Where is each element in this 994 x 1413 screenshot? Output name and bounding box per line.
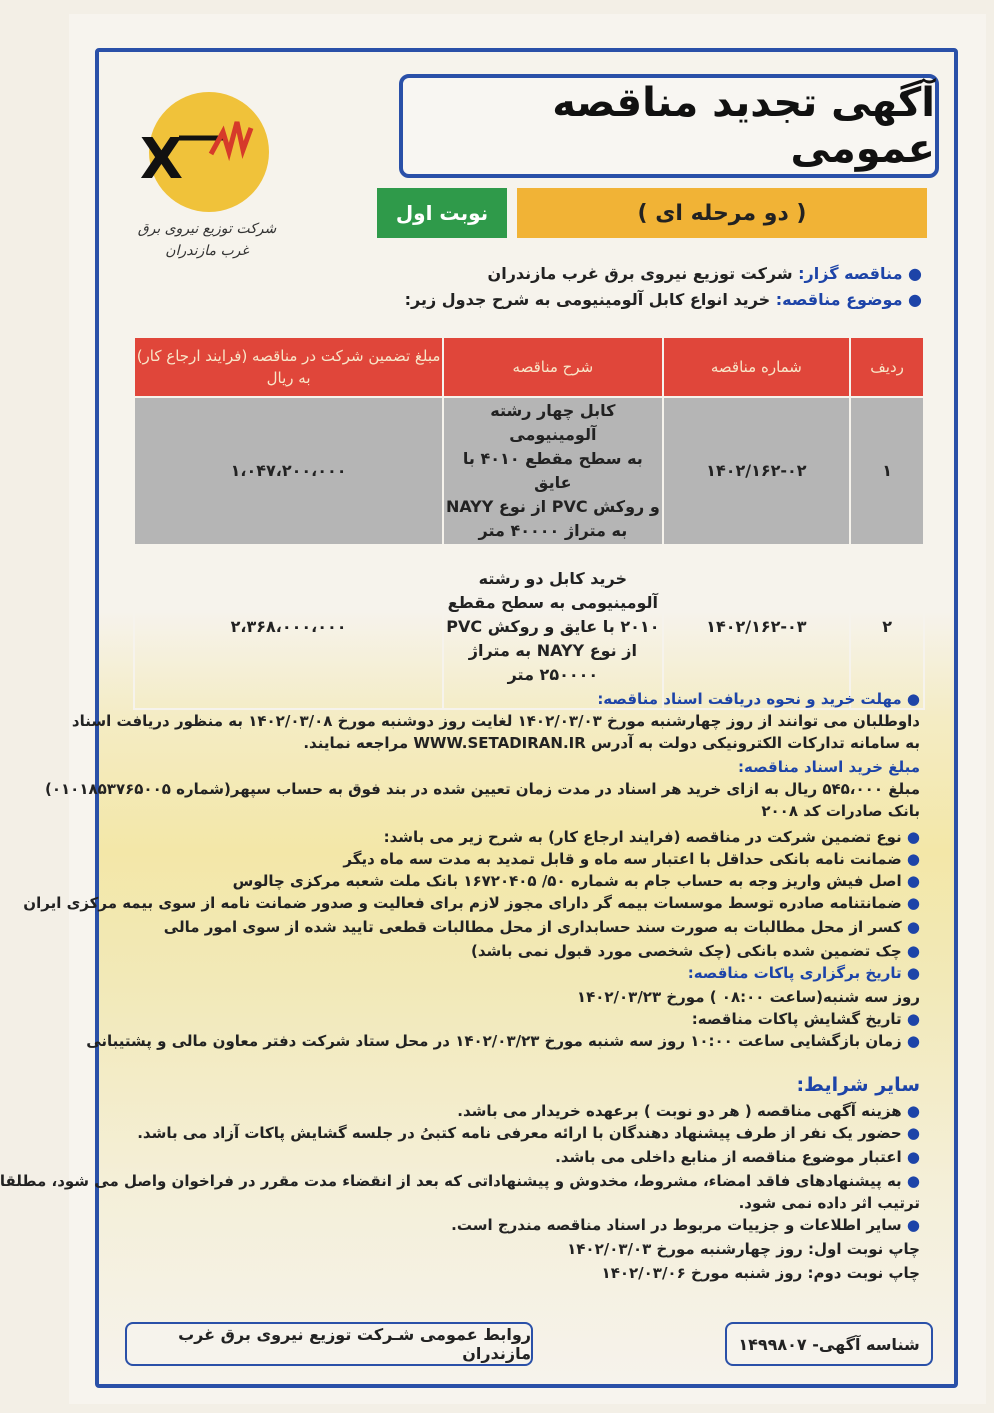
table-row — [134, 397, 924, 545]
tender-number: ۱۴۰۲/۱۶۲-۰۲ — [663, 397, 851, 545]
logo-text: شرکت توزیع نیروی برق غرب مازندران — [137, 221, 277, 259]
title-box — [399, 74, 939, 178]
row-index: ۲ — [850, 545, 924, 709]
guarantee-amount: ۲،۳۶۸،۰۰۰،۰۰۰ — [134, 545, 443, 709]
price-line: مبلغ ۵۴۵،۰۰۰ ریال به ازای خرید هر اسناد در مدت زمان تعیین شده در بند فوق به حساب سپهر(شماره ۰۱۰۱۸۵۳۷۶۵۰۰۵) — [45, 780, 920, 798]
tender-table — [133, 336, 925, 710]
guarantee-line: ● چک تضمین شده بانکی (چک شخصی مورد قبول نمی باشد) — [471, 942, 920, 960]
svg-text:X: X — [139, 127, 183, 192]
footer-relations: روابط عمومی شـرکت توزیع نیروی برق غرب مازندران — [125, 1322, 533, 1366]
holding-heading: ● تاریخ برگزاری پاکات مناقصه: — [687, 964, 920, 982]
opening-heading: ● تاریخ گشایش پاکات مناقصه: — [691, 1010, 920, 1028]
subject-line: ● موضوع مناقصه: خرید انواع کابل آلومینیومی به شرح جدول زیر: — [404, 290, 922, 309]
deadline-heading: ● مهلت خرید و نحوه دریافت اسناد مناقصه: — [597, 690, 920, 708]
other-line: ● سایر اطلاعات و جزییات مربوط در اسناد مناقصه مندرج است. — [451, 1216, 920, 1234]
tender-description: کابل چهار رشته آلومینیومی به سطح مقطع ۴۰۱۰ با عایق و روکش PVC از نوع NAYY به متراژ ۴۰۰۰۰ متر — [443, 397, 662, 545]
tender-description: خرید کابل دو رشته آلومینیومی به سطح مقطع ۲۰۱۰ با عایق و روکش PVC از نوع NAYY به متراژ ۲۵۰۰۰۰ متر — [443, 545, 662, 709]
table-row — [134, 545, 924, 709]
guarantee-line: ● اصل فیش واریز وجه به حساب جام به شماره ۵۰/ ۱۶۷۲۰۴۰۵ بانک ملت شعبه مرکزی چالوس — [232, 872, 920, 890]
guarantee-amount: ۱،۰۴۷،۲۰۰،۰۰۰ — [134, 397, 443, 545]
deadline-line: به سامانه تدارکات الکترونیکی دولت به آدرس WWW.SETADIRAN.IR مراجعه نمایند. — [303, 734, 920, 752]
guarantee-line: ● ضمانتنامه صادره توسط موسسات بیمه گر دارای مجوز لازم برای فعالیت و صدور ضمانت نامه از سوی بیمه مرکزی ایران — [23, 894, 920, 912]
table-header: ردیف — [850, 337, 924, 397]
deadline-line: داوطلبان می توانند از روز چهارشنبه مورخ ۱۴۰۲/۰۳/۰۳ لغایت روز دوشنبه مورخ ۱۴۰۲/۰۳/۰۸ به منظور دریافت اسناد — [71, 712, 920, 730]
tender-number: ۱۴۰۲/۱۶۲-۰۳ — [663, 545, 851, 709]
table-header: شماره مناقصه — [663, 337, 851, 397]
other-line: ترتیب اثر داده نمی شود. — [738, 1194, 920, 1212]
stage-badge: ( دو مرحله ای ) — [517, 188, 927, 238]
other-line: ● هزینه آگهی مناقصه ( هر دو نوبت ) برعهده خریدار می باشد. — [457, 1102, 920, 1120]
logo — [127, 92, 287, 292]
other-line: ● به پیشنهادهای فاقد امضاء، مشروط، مخدوش و پیشنهاداتی که بعد از انقضاء مدت مقرر در فراخوان واصل می شود، مطلقا — [0, 1172, 920, 1190]
table-header-row — [134, 337, 924, 397]
price-line: بانک صادرات کد ۲۰۰۸ — [761, 802, 920, 820]
table-header: مبلغ تضمین شرکت در مناقصه (فرایند ارجاع کار) به ریال — [134, 337, 443, 397]
page-title: آگهی تجدید مناقصه عمومی — [552, 80, 935, 172]
guarantee-line: ● نوع تضمین شرکت در مناقصه (فرایند ارجاع کار) به شرح زیر می باشد: — [383, 828, 920, 846]
table-header: شرح مناقصه — [443, 337, 662, 397]
turn-badge: نوبت اول — [377, 188, 507, 238]
opening-line: ● زمان بازگشایی ساعت ۱۰:۰۰ روز سه شنبه مورخ ۱۴۰۲/۰۳/۲۳ در محل ستاد شرکت دفتر معاون مالی و پشتیبانی — [86, 1032, 920, 1050]
other-heading: سایر شرایط: — [796, 1074, 920, 1096]
electricity-logo-icon — [139, 92, 269, 212]
row-index: ۱ — [850, 397, 924, 545]
price-heading: مبلغ خرید اسناد مناقصه: — [738, 758, 920, 776]
footer-ad-id: شناسه آگهی- ۱۴۹۹۸۰۷ — [725, 1322, 933, 1366]
print-date: چاپ نوبت دوم: روز شنبه مورخ ۱۴۰۲/۰۳/۰۶ — [601, 1264, 920, 1282]
holding-line: روز سه شنبه(ساعت ۰۸:۰۰ ) مورخ ۱۴۰۲/۰۳/۲۳ — [576, 988, 920, 1006]
guarantee-line: ● کسر از محل مطالبات به صورت سند حسابداری از محل مطالبات قطعی تایید شده از سوی امور مالی — [163, 918, 920, 936]
other-line: ● حضور یک نفر از طرف پیشنهاد دهندگان با ارائه معرفی نامه کتبیُ در جلسه گشایش پاکات آزاد می باشد. — [137, 1124, 920, 1142]
organizer-line: ● مناقصه گزار: شرکت توزیع نیروی برق غرب مازندران — [487, 264, 922, 283]
other-line: ● اعتبار موضوع مناقصه از منابع داخلی می باشد. — [555, 1148, 920, 1166]
guarantee-line: ● ضمانت نامه بانکی حداقل با اعتبار سه ماه و قابل تمدید به مدت سه ماه دیگر — [343, 850, 920, 868]
print-date: چاپ نوبت اول: روز چهارشنبه مورخ ۱۴۰۲/۰۳/۰۳ — [567, 1240, 920, 1258]
